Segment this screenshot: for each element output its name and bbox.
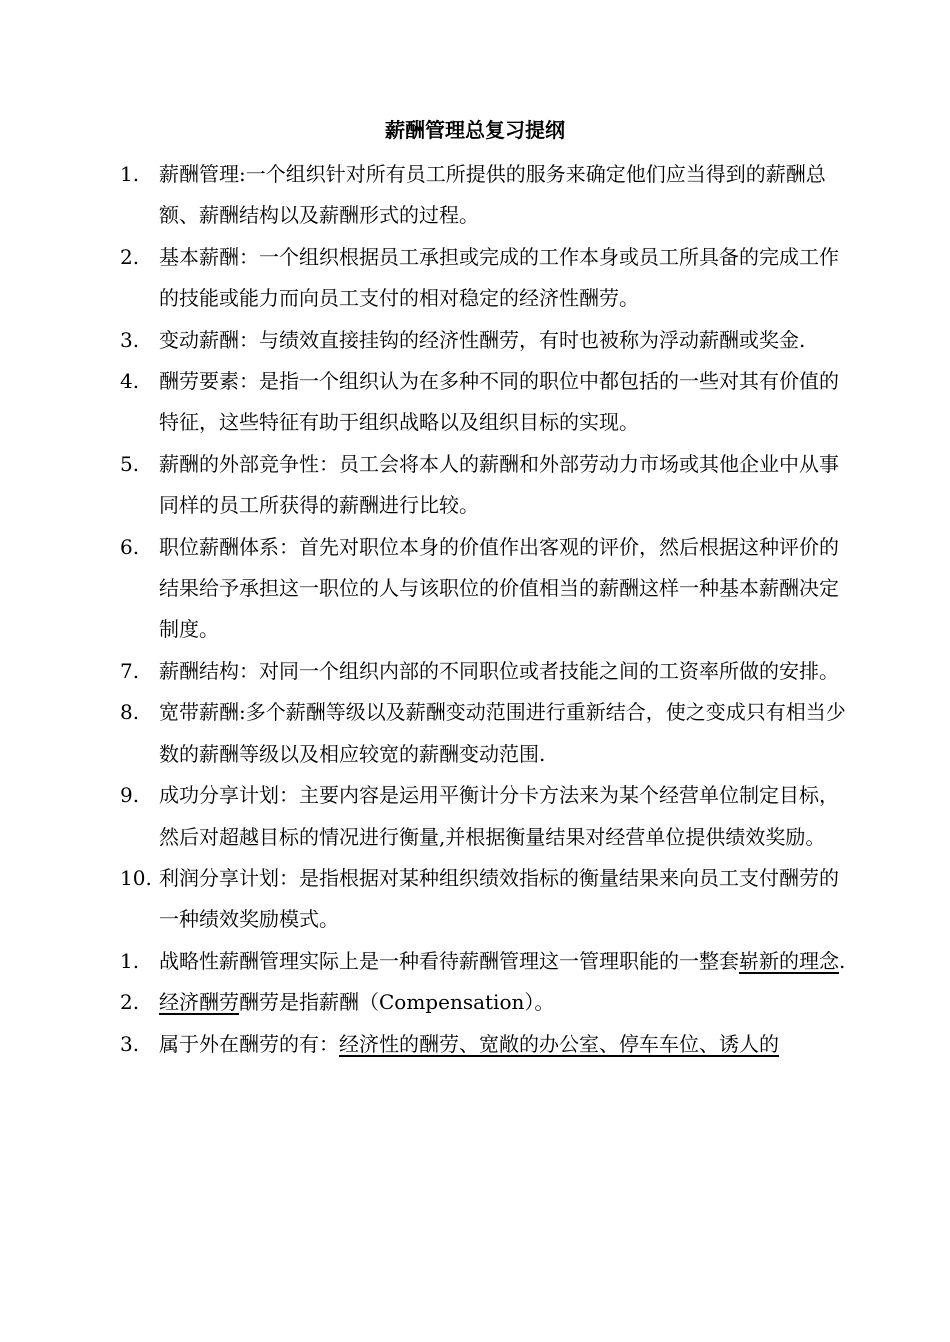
list-item (120, 154, 850, 237)
list-item (120, 692, 850, 775)
item-text: 宽带薪酬:多个薪酬等级以及薪酬变动范围进行重新结合，使之变成只有相当少数的薪酬等级以及相应较宽的薪酬变动范围. (159, 700, 846, 766)
document-title: 薪酬管理总复习提纲 (385, 118, 565, 142)
item-number: 8. (120, 700, 140, 725)
item-text-post: . (839, 948, 846, 973)
question-item (120, 941, 850, 982)
item-number: 3. (120, 1031, 140, 1056)
item-number: 5. (120, 451, 140, 476)
question-item (120, 982, 850, 1023)
item-number: 2. (120, 990, 140, 1015)
item-number: 2. (120, 244, 140, 269)
item-text-pre: 战略性薪酬管理实际上是一种看待薪酬管理这一管理职能的一整套 (159, 948, 739, 973)
item-number: 6. (120, 534, 140, 559)
item-text: 酬劳要素：是指一个组织认为在多种不同的职位中都包括的一些对其有价值的特征，这些特征有助于组织战略以及组织目标的实现。 (159, 369, 839, 435)
item-number: 10. (120, 865, 152, 890)
item-number: 1. (120, 948, 140, 973)
underlined-answer: 崭新的理念 (739, 948, 839, 973)
item-text: 变动薪酬：与绩效直接挂钩的经济性酬劳，有时也被称为浮动薪酬或奖金. (159, 327, 806, 352)
list-item (120, 775, 850, 858)
item-number: 4. (120, 369, 140, 394)
item-text: 基本薪酬：一个组织根据员工承担或完成的工作本身或员工所具备的完成工作的技能或能力而向员工支付的相对稳定的经济性酬劳。 (159, 244, 839, 311)
item-text: 薪酬管理:一个组织针对所有员工所提供的服务来确定他们应当得到的薪酬总额、薪酬结构以及薪酬形式的过程。 (159, 162, 826, 228)
question-item (120, 1024, 850, 1065)
item-number: 3. (120, 327, 140, 352)
underlined-answer: 经济酬劳 (159, 990, 239, 1015)
item-text: 薪酬的外部竞争性：员工会将本人的薪酬和外部劳动力市场或其他企业中从事同样的员工所获得的薪酬进行比较。 (159, 451, 839, 518)
item-text: 职位薪酬体系：首先对职位本身的价值作出客观的评价，然后根据这种评价的结果给予承担这一职位的人与该职位的价值相当的薪酬这样一种基本薪酬决定制度。 (159, 534, 839, 642)
item-text: 薪酬结构：对同一个组织内部的不同职位或者技能之间的工资率所做的安排。 (159, 658, 839, 683)
underlined-answer: 经济性的酬劳、宽敞的办公室、停车车位、诱人的 (339, 1031, 779, 1056)
list-item (120, 858, 850, 941)
item-text-pre: 属于外在酬劳的有： (159, 1031, 339, 1056)
item-text: 利润分享计划：是指根据对某种组织绩效指标的衡量结果来向员工支付酬劳的一种绩效奖励模式。 (159, 865, 839, 932)
item-number: 1. (120, 162, 140, 186)
item-number: 9. (120, 783, 140, 808)
list-item (120, 527, 850, 651)
item-text: 成功分享计划：主要内容是运用平衡计分卡方法来为某个经营单位制定目标，然后对超越目标的情况进行衡量,并根据衡量结果对经营单位提供绩效奖励。 (159, 783, 839, 849)
item-text-post: 酬劳是指薪酬（Compensation）。 (239, 990, 555, 1015)
list-item (120, 320, 850, 361)
list-item (120, 444, 850, 527)
definition-list (120, 154, 850, 1065)
list-item (120, 361, 850, 444)
list-item (120, 651, 850, 692)
list-item (120, 237, 850, 320)
item-number: 7. (120, 658, 140, 683)
